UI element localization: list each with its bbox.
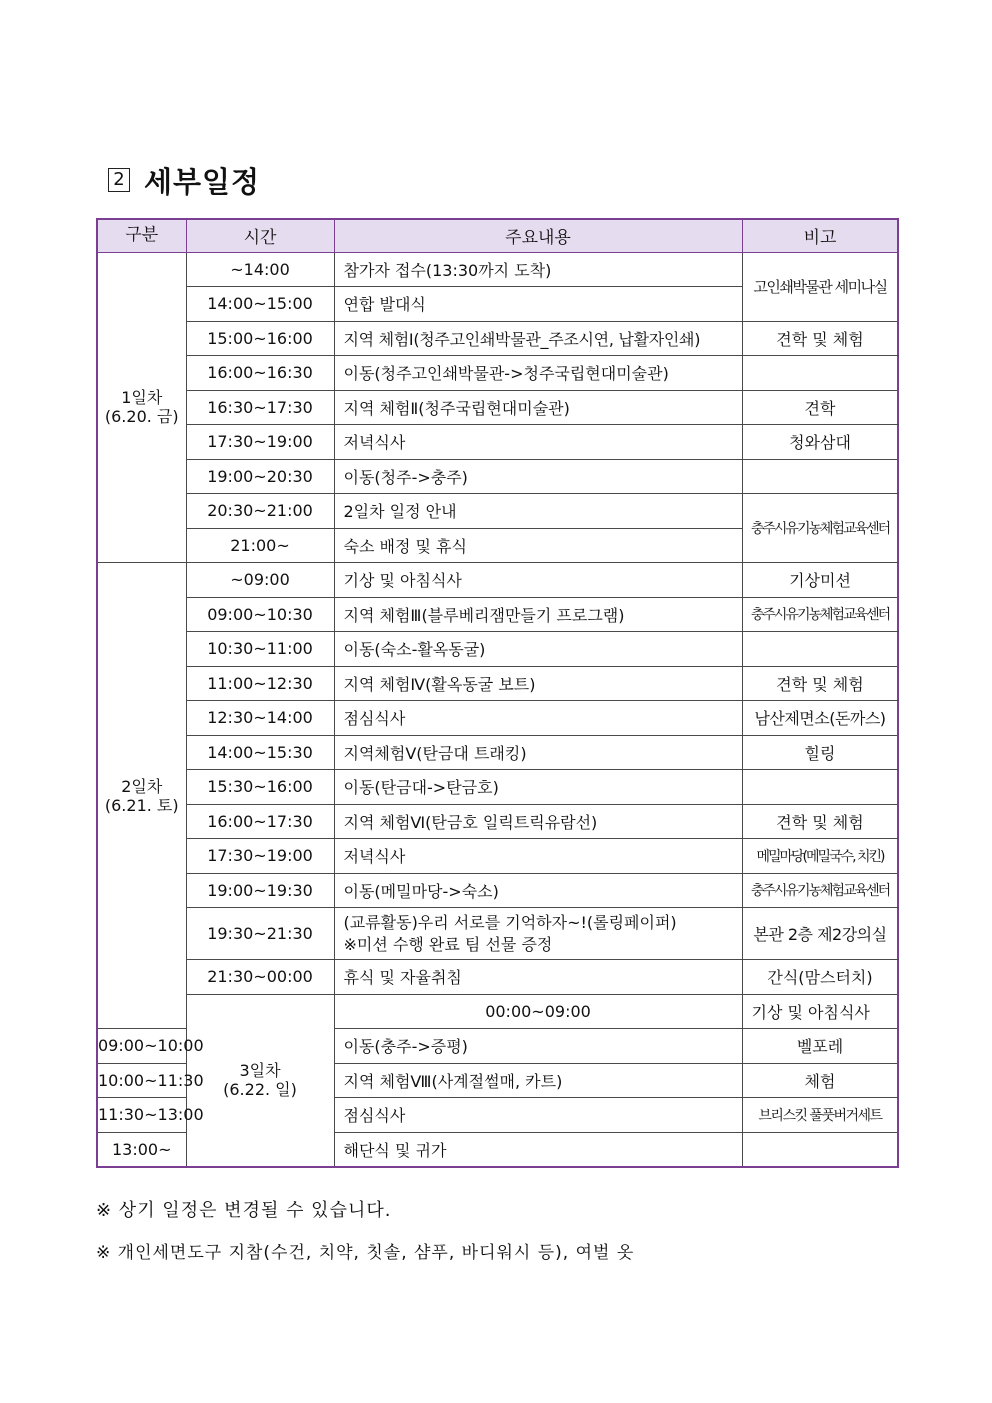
content-cell: 지역체험Ⅴ(탄금대 트래킹) [334,735,742,770]
content-cell: 지역 체험Ⅷ(사계절썰매, 카트) [334,1063,742,1098]
table-header-row [97,219,898,252]
content-cell: 저녁식사 [334,839,742,874]
table-row [97,356,898,391]
content-cell: 지역 체험Ⅲ(블루베리잼만들기 프로그램) [334,597,742,632]
time-cell: 11:00~12:30 [186,666,334,701]
table-row [97,994,898,1029]
note-cell: 남산제면소(돈까스) [742,701,898,736]
content-cell: 2일차 일정 안내 [334,494,742,529]
section-heading [108,160,260,200]
time-cell: 10:30~11:00 [186,632,334,667]
note-cell: 고인쇄박물관 세미나실 [742,252,898,321]
note-cell: 견학 및 체험 [742,321,898,356]
table-row [97,252,898,287]
footnote-supplies: ※ 개인세면도구 지참(수건, 치약, 칫솔, 샴푸, 바디워시 등), 여벌 옷 [96,1243,635,1263]
time-cell: 19:00~19:30 [186,873,334,908]
note-cell: 견학 [742,390,898,425]
note-cell: 청와삼대 [742,425,898,460]
note-cell: 체험 [742,1063,898,1098]
time-cell: 19:00~20:30 [186,459,334,494]
content-cell: 지역 체험Ⅱ(청주국립현대미술관) [334,390,742,425]
time-cell: 15:30~16:00 [186,770,334,805]
content-cell: 숙소 배정 및 휴식 [334,528,742,563]
day-cell [186,994,334,1167]
note-cell: 벨포레 [742,1029,898,1064]
time-cell: 21:00~ [186,528,334,563]
time-cell: 00:00~09:00 [334,994,742,1029]
table-row [97,666,898,701]
content-cell [334,908,742,960]
note-cell [742,1132,898,1167]
content-cell: 이동(충주->증평) [334,1029,742,1064]
content-cell: 지역 체험Ⅰ(청주고인쇄박물관_주조시연, 납활자인쇄) [334,321,742,356]
time-cell: 20:30~21:00 [186,494,334,529]
content-line-2: ※미션 수행 완료 팀 선물 증정 [343,934,553,954]
note-cell: 힐링 [742,735,898,770]
time-cell: 17:30~19:00 [186,839,334,874]
time-cell: 14:00~15:00 [186,287,334,322]
note-cell [742,356,898,391]
day-date: (6.20. 금) [104,407,179,427]
header-category: 구분 [97,219,186,252]
content-cell: 참가자 접수(13:30까지 도착) [334,252,742,287]
note-cell: 기상미션 [742,563,898,598]
section-title: 세부일정 [144,164,261,199]
header-content: 주요내용 [334,219,742,252]
footnote-change: ※ 상기 일정은 변경될 수 있습니다. [96,1200,392,1221]
schedule-table [96,218,899,1168]
header-note: 비고 [742,219,898,252]
day-date: (6.21. 토) [104,795,179,815]
content-cell: 이동(청주->충주) [334,459,742,494]
time-cell: ~09:00 [186,563,334,598]
time-cell: 14:00~15:30 [186,735,334,770]
footnotes [96,1198,391,1224]
table-row [97,494,898,529]
note-cell [742,459,898,494]
header-time: 시간 [186,219,334,252]
content-cell: 해단식 및 귀가 [334,1132,742,1167]
time-cell: 21:30~00:00 [186,960,334,995]
time-cell: 09:00~10:30 [186,597,334,632]
time-cell: 19:30~21:30 [186,908,334,960]
time-cell: 16:00~16:30 [186,356,334,391]
content-cell: 이동(메밀마당->숙소) [334,873,742,908]
note-cell: 충주시유기농체험교육센터 [742,494,898,563]
note-cell: 충주시유기농체험교육센터 [742,873,898,908]
table-row [97,597,898,632]
time-cell: 10:00~11:30 [97,1063,186,1098]
day-label: 2일차 [121,776,163,796]
time-cell: 16:30~17:30 [186,390,334,425]
note-cell: 본관 2층 제2강의실 [742,908,898,960]
content-cell: 점심식사 [334,1098,742,1133]
note-cell: 메밀마당(메밀국수, 치킨) [742,839,898,874]
table-row [97,908,898,960]
section-number: 2 [108,168,130,192]
content-cell: 휴식 및 자율취침 [334,960,742,995]
note-cell [742,632,898,667]
time-cell: 12:30~14:00 [186,701,334,736]
table-row [97,321,898,356]
table-row [97,701,898,736]
content-line: (교류활동)우리 서로를 기억하자~!(롤링페이퍼) [343,912,677,932]
time-cell: 09:00~10:00 [97,1029,186,1064]
note-cell: 간식(맘스터치) [742,960,898,995]
content-cell: 저녁식사 [334,425,742,460]
table-row [97,632,898,667]
table-row [97,839,898,874]
time-cell: ~14:00 [186,252,334,287]
day-cell [97,563,186,1029]
time-cell: 11:30~13:00 [97,1098,186,1133]
content-cell: 이동(청주고인쇄박물관->청주국립현대미술관) [334,356,742,391]
note-cell: 충주시유기농체험교육센터 [742,597,898,632]
table-row [97,735,898,770]
content-cell: 연합 발대식 [334,287,742,322]
time-cell: 13:00~ [97,1132,186,1167]
time-cell: 17:30~19:00 [186,425,334,460]
note-cell: 견학 및 체험 [742,666,898,701]
note-cell: 브리스킷 풀풋버거세트 [742,1098,898,1133]
table-row [97,563,898,598]
table-row [97,390,898,425]
table-row [97,459,898,494]
time-cell: 16:00~17:30 [186,804,334,839]
table-row [97,425,898,460]
content-cell: 기상 및 아침식사 [742,994,898,1029]
note-cell: 견학 및 체험 [742,804,898,839]
table-row [97,960,898,995]
content-cell: 지역 체험Ⅳ(활옥동굴 보트) [334,666,742,701]
table-row [97,770,898,805]
day-cell [97,252,186,563]
content-cell: 이동(탄금대->탄금호) [334,770,742,805]
time-cell: 15:00~16:00 [186,321,334,356]
day-label: 1일차 [121,388,163,408]
content-cell: 기상 및 아침식사 [334,563,742,598]
note-cell [742,770,898,805]
table-row [97,873,898,908]
day-label: 3일차 [239,1061,281,1080]
content-cell: 지역 체험Ⅵ(탄금호 일릭트릭유람선) [334,804,742,839]
day-date: (6.22. 일) [223,1080,297,1099]
content-cell: 점심식사 [334,701,742,736]
content-cell: 이동(숙소-활옥동굴) [334,632,742,667]
table-row [97,804,898,839]
